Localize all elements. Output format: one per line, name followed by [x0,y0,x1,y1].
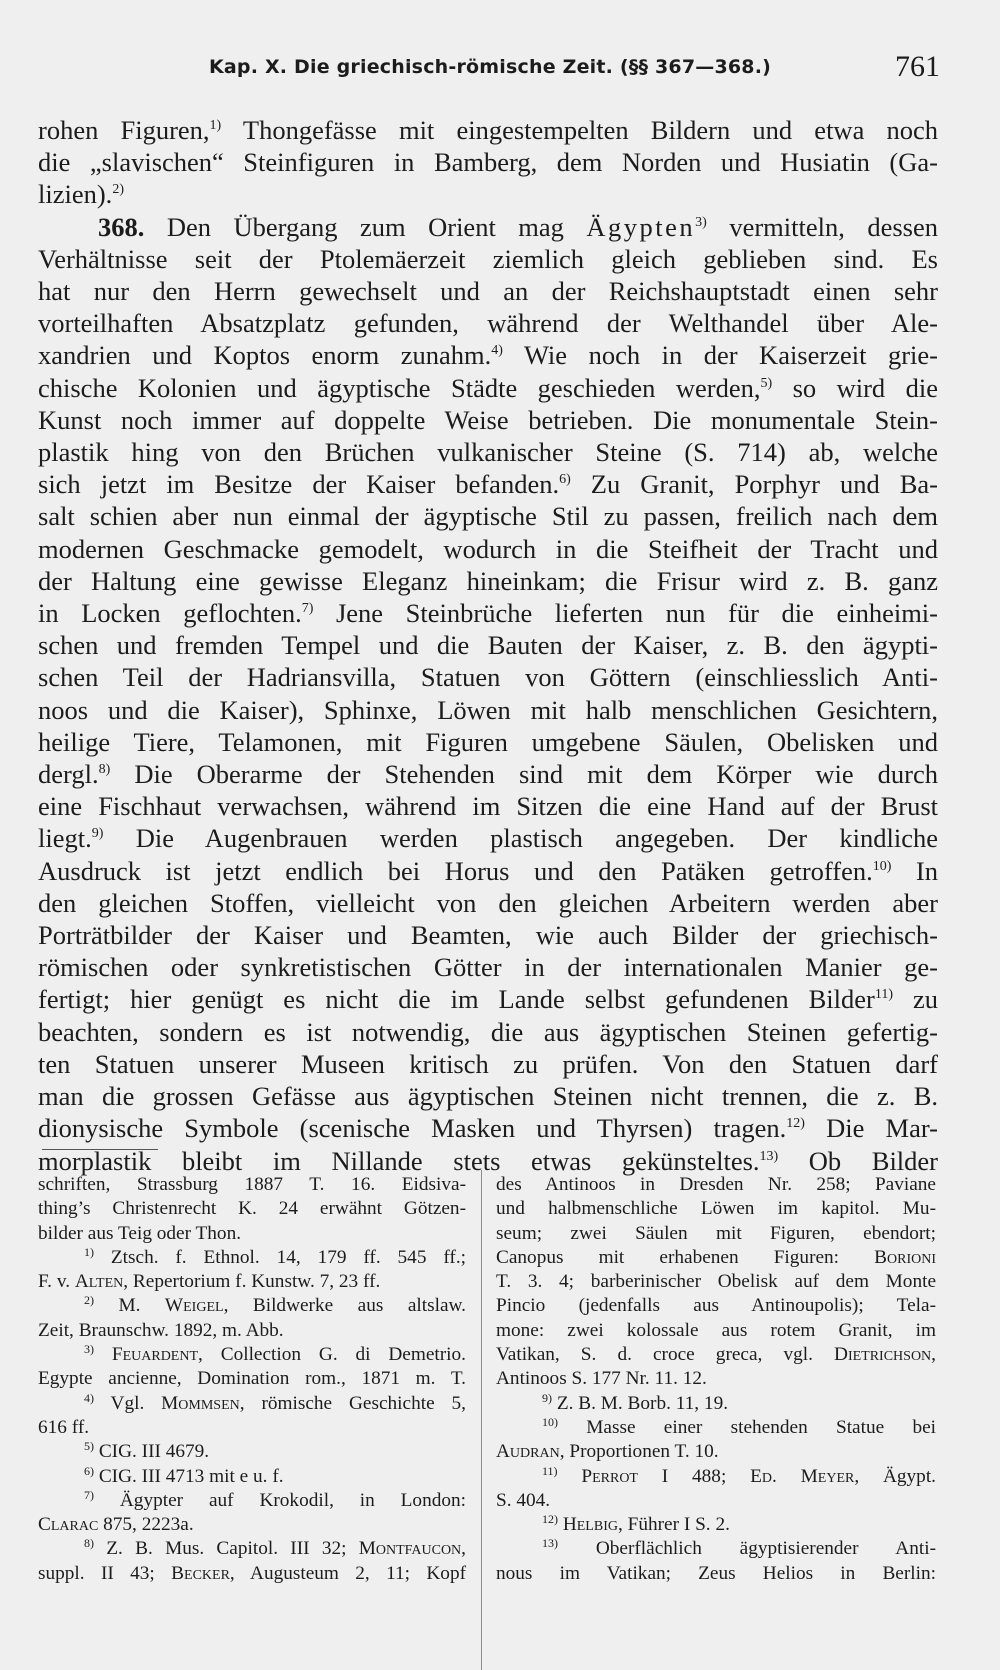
text-line [38,1112,938,1144]
text-run: Pincio (jedenfalls aus Antinoupolis); Tela- [496,1295,936,1317]
text-run: dergl. [38,759,99,790]
footnote-line [38,1319,466,1343]
text-run: plastik hing von den Brüchen vulkanischer Steine (S. 714) ab, welche [38,437,938,468]
text-run: Verhältnisse seit der Ptolemäerzeit ziemlich gleich geblieben sind. Es [38,243,938,274]
footnote-reference: 4) [491,343,503,359]
text-run: thing’s Christenrecht K. 24 erwähnt Götzen- [38,1198,466,1220]
text-run: Zu Granit, Porphyr und Ba- [570,469,938,500]
footnote-line [38,1173,466,1197]
text-run: CIG. III 4679. [94,1441,210,1463]
section-number: 368. [98,211,145,242]
footnote-line [38,1513,466,1537]
text-line [38,758,938,790]
footnote-reference: 9) [91,826,104,842]
text-run: Jene Steinbrüche lieferten nun für die einheimi- [313,598,938,629]
footnote-line [38,1222,466,1246]
footnote-line [38,1197,466,1221]
emphasized-text: Ägypten [586,211,696,242]
text-run: Masse einer stehenden Statue bei [558,1416,936,1438]
text-line [38,243,938,275]
text-run: Ztsch. f. Ethnol. 14, 179 ff. 545 ff.; [94,1246,466,1268]
text-run: heilige Tiere, Telamonen, mit Figuren umgebene Säulen, Obelisken und [38,726,938,757]
text-line [38,404,938,436]
text-run: , Repertorium f. Kunstw. 7, 23 ff. [123,1271,381,1293]
text-line [38,178,938,210]
footnote-line [496,1367,936,1391]
footnote-line [496,1246,936,1270]
footnotes-right-column [496,1173,936,1586]
footnote-reference: 12) [542,1512,558,1527]
footnote-line [496,1319,936,1343]
text-run: noos und die Kaiser), Sphinxe, Löwen mit halb menschlichen Gesichtern, [38,694,938,725]
text-run: Z. B. Mus. Capitol. III 32; [94,1538,359,1560]
text-run: rohen Figuren, [38,115,210,145]
text-run: I 488; [638,1465,751,1487]
text-run: Antinoos S. 177 Nr. 11. 12. [496,1368,707,1390]
text-line [38,694,938,726]
footnote-line [38,1440,466,1464]
author-name: Becker [171,1562,230,1584]
text-line [38,468,938,500]
footnote-reference: 2) [84,1293,94,1308]
author-name: Weigel [164,1295,224,1317]
text-line [38,887,938,919]
text-line [38,533,938,565]
text-line [38,855,938,887]
text-run: Porträtbilder der Kaiser und Beamten, wie auch Bilder der griechisch- [38,920,938,951]
footnote-line [496,1343,936,1367]
text-run: , Bildwerke aus altslaw. [223,1295,467,1317]
footnote-reference: 11) [874,987,894,1003]
text-run: modernen Geschmacke gemodelt, wodurch in die Steifheit der Tracht und [38,533,938,564]
footnote-reference: 1) [84,1244,94,1259]
text-line [38,114,938,146]
text-run: Thongefässe mit eingestempelten Bildern und etwa noch [221,115,938,145]
footnote-reference: 4) [84,1390,94,1405]
footnote-rule [42,1149,158,1150]
text-run: dionysische Symbole (scenische Masken und Thyrsen) tragen. [38,1113,787,1144]
main-text-body [38,114,938,1177]
text-run: lizien). [38,179,113,210]
footnote-line [496,1392,936,1416]
text-run: die „slavischen“ Steinfiguren in Bamberg, dem Norden und Husiatin (Ga- [38,147,938,178]
text-run: beachten, sondern es ist notwendig, die aus ägyptischen Steinen gefertig- [38,1016,938,1047]
footnote-reference: 5) [760,375,773,391]
running-head: Kap. X. Die griechisch-römische Zeit. (§§ 367—368.) [208,56,772,78]
text-line [38,275,938,307]
text-run: , Augusteum 2, 11; Kopf [229,1562,467,1584]
text-run: suppl. II 43; [38,1562,172,1584]
footnote-line [496,1440,936,1464]
text-run: xandrien und Koptos enorm zunahm. [38,340,492,371]
footnote-reference: 3) [695,214,707,230]
text-run: Canopus mit erhabenen Figuren: [496,1246,875,1268]
text-run: vermitteln, dessen [706,211,939,242]
footnote-line [38,1489,466,1513]
text-run: sich jetzt im Besitze der Kaiser befanden. [38,469,560,500]
text-line [38,1016,938,1048]
author-name: Montfaucon [358,1538,462,1560]
text-run: bilder aus Teig oder Thon. [38,1222,242,1244]
text-run: F. v. [38,1271,75,1293]
footnote-line [496,1513,936,1537]
text-run: so wird die [772,372,938,403]
footnote-line [38,1246,466,1270]
text-line [38,951,938,983]
text-run: eine Fischhaut verwachsen, während im Sitzen die eine Hand auf der Brust [38,791,938,822]
text-line [38,597,938,629]
author-name: Clarac [38,1514,99,1536]
text-run: Egypte ancienne, Domination rom., 1871 m. T. [38,1368,466,1390]
text-run: vorteilhaften Absatzplatz gefunden, während der Welthandel über Ale- [38,308,938,339]
page-number: 761 [895,50,940,83]
text-run: man die grossen Gefässe aus ägyptischen Steinen nicht trennen, die z. B. [38,1081,938,1112]
text-run: römischen oder synkretistischen Götter in der internationalen Manier ge- [38,952,938,983]
author-name: Borioni [874,1246,936,1268]
text-run: und halbmenschliche Löwen im kapitol. Mu- [496,1198,936,1220]
text-run: den gleichen Stoffen, vielleicht von den gleichen Arbeitern werden aber [38,887,938,918]
text-run: , [931,1344,936,1366]
text-run: Ob Bilder [778,1145,939,1176]
text-run: In [891,855,938,886]
text-run: Zeit, Braunschw. 1892, m. Abb. [38,1319,284,1341]
text-run: , Ägypt. [854,1465,936,1487]
text-line [38,565,938,597]
footnote-line [496,1465,936,1489]
text-run: S. 404. [496,1489,551,1511]
author-name: Alten [74,1271,124,1293]
text-run: Die Augenbrauen werden plastisch angegeben. Der kindliche [103,823,938,854]
text-run [94,1344,112,1365]
text-run: Z. B. M. Borb. 11, 19. [552,1392,729,1414]
footnote-line [496,1197,936,1221]
text-run: Ägypter auf Krokodil, in London: [94,1489,466,1511]
footnote-line [496,1562,936,1586]
footnote-line [496,1489,936,1513]
text-run: Oberflächlich ägyptisierender Anti- [558,1538,936,1560]
footnote-line [496,1416,936,1440]
text-run: , römische Geschichte 5, [239,1392,466,1414]
text-run: ten Statuen unserer Museen kritisch zu prüfen. Von den Statuen darf [38,1048,938,1079]
text-run: 875, 2223a. [98,1514,194,1536]
text-run: fertigt; hier genügt es nicht die im Lande selbst gefundenen Bilder [38,984,875,1015]
footnote-line [496,1294,936,1318]
footnote-line [38,1367,466,1391]
text-line [38,983,938,1015]
author-name: Audran [496,1441,560,1463]
footnote-reference: 12) [786,1116,805,1132]
footnote-reference: 7) [84,1487,94,1502]
text-run: , Proportionen T. 10. [559,1441,719,1463]
text-run: Die Oberarme der Stehenden sind mit dem Körper wie durch [110,759,938,790]
text-run: , Führer I S. 2. [617,1514,730,1536]
text-run [558,1466,582,1487]
footnote-line [496,1222,936,1246]
page-header [40,50,940,90]
text-run: der Haltung eine gewisse Eleganz hineinkam; die Frisur wird z. B. ganz [38,565,938,596]
text-line [38,822,938,854]
text-line [38,1048,938,1080]
text-run: liegt. [38,823,92,854]
text-run: morplastik bleibt im Nillande stets etwas gekünsteltes. [38,1145,760,1176]
footnote-line [38,1270,466,1294]
footnote-line [38,1343,466,1367]
text-run: Vgl. [94,1392,162,1414]
footnote-reference: 7) [301,601,314,617]
author-name: Perrot [581,1465,638,1487]
footnote-reference: 9) [542,1390,552,1405]
footnote-line [38,1294,466,1318]
text-run: nous im Vatikan; Zeus Helios in Berlin: [496,1562,936,1584]
author-name: Helbig [562,1514,618,1536]
footnote-reference: 5) [84,1439,94,1454]
text-line [38,339,938,371]
footnote-reference: 6) [559,472,571,488]
text-line [38,919,938,951]
text-line [38,500,938,532]
author-name: Feuardent [111,1344,199,1366]
footnote-reference: 10) [542,1414,558,1429]
text-line [38,661,938,693]
author-name: Dietrichson [834,1344,932,1366]
footnote-reference: 8) [98,762,111,778]
footnote-line [496,1270,936,1294]
text-run: mone: zwei kolossale aus rotem Granit, im [496,1319,936,1341]
text-run: Kunst noch immer auf doppelte Weise betrieben. Die monumentale Stein- [38,404,938,435]
text-run: Wie noch in der Kaiserzeit grie- [502,340,938,371]
text-line [38,372,938,404]
text-run: , Collection G. di Demetrio. [198,1344,466,1366]
text-run: seum; zwei Säulen mit Figuren, ebendort; [496,1222,936,1244]
text-run: Ausdruck ist jetzt endlich bei Horus und den Patäken getroffen. [38,855,873,886]
text-run: Vatikan, S. d. croce greca, vgl. [496,1344,835,1366]
text-line [38,1145,938,1177]
text-run: zu [893,984,938,1015]
text-run: in Locken geflochten. [38,598,302,629]
text-run: , [461,1538,466,1560]
text-run: Die Mar- [804,1113,938,1144]
text-line [38,726,938,758]
author-name: Ed. Meyer [750,1465,855,1487]
footnote-line [496,1537,936,1561]
footnotes-left-column [38,1173,466,1586]
text-line [38,307,938,339]
text-run: schen und fremden Tempel und die Bauten der Kaiser, z. B. den ägypti- [38,630,938,661]
footnote-line [38,1537,466,1561]
footnote-column-divider [481,1170,482,1670]
text-run: chische Kolonien und ägyptische Städte geschieden werden, [38,372,761,403]
footnote-reference: 13) [759,1148,779,1164]
text-line [38,629,938,661]
footnote-reference: 6) [84,1463,94,1478]
footnote-line [38,1562,466,1586]
footnote-line [38,1416,466,1440]
footnote-reference: 1) [209,118,222,133]
author-name: Mommsen [161,1392,240,1414]
text-run: 616 ff. [38,1416,90,1438]
text-line [38,1080,938,1112]
footnote-line [38,1392,466,1416]
footnote-reference: 11) [542,1463,558,1478]
text-run: des Antinoos in Dresden Nr. 258; Paviane [496,1174,936,1195]
text-run: T. 3. 4; barberinischer Obelisk auf dem Monte [496,1271,936,1293]
text-line [38,436,938,468]
footnote-reference: 13) [542,1536,558,1551]
text-run: schriften, Strassburg 1887 T. 16. Eidsiva- [38,1174,466,1195]
footnote-line [496,1173,936,1197]
footnote-reference: 8) [84,1536,94,1551]
text-run: schen Teil der Hadriansvilla, Statuen von Göttern (einschliesslich Anti- [38,662,938,693]
footnote-reference: 10) [872,858,892,874]
text-run: hat nur den Herrn gewechselt und an der Reichshauptstadt einen sehr [38,276,938,307]
footnote-line [38,1465,466,1489]
text-run: salt schien aber nun einmal der ägyptische Stil zu passen, freilich nach dem [38,501,938,532]
footnote-reference: 2) [112,182,124,198]
text-run: M. [94,1295,165,1317]
text-run: Den Übergang zum Orient mag [144,211,587,242]
text-line [38,146,938,178]
text-line [38,211,938,243]
text-run: CIG. III 4713 mit e u. f. [94,1465,284,1487]
footnote-reference: 3) [84,1342,94,1357]
text-line [38,790,938,822]
